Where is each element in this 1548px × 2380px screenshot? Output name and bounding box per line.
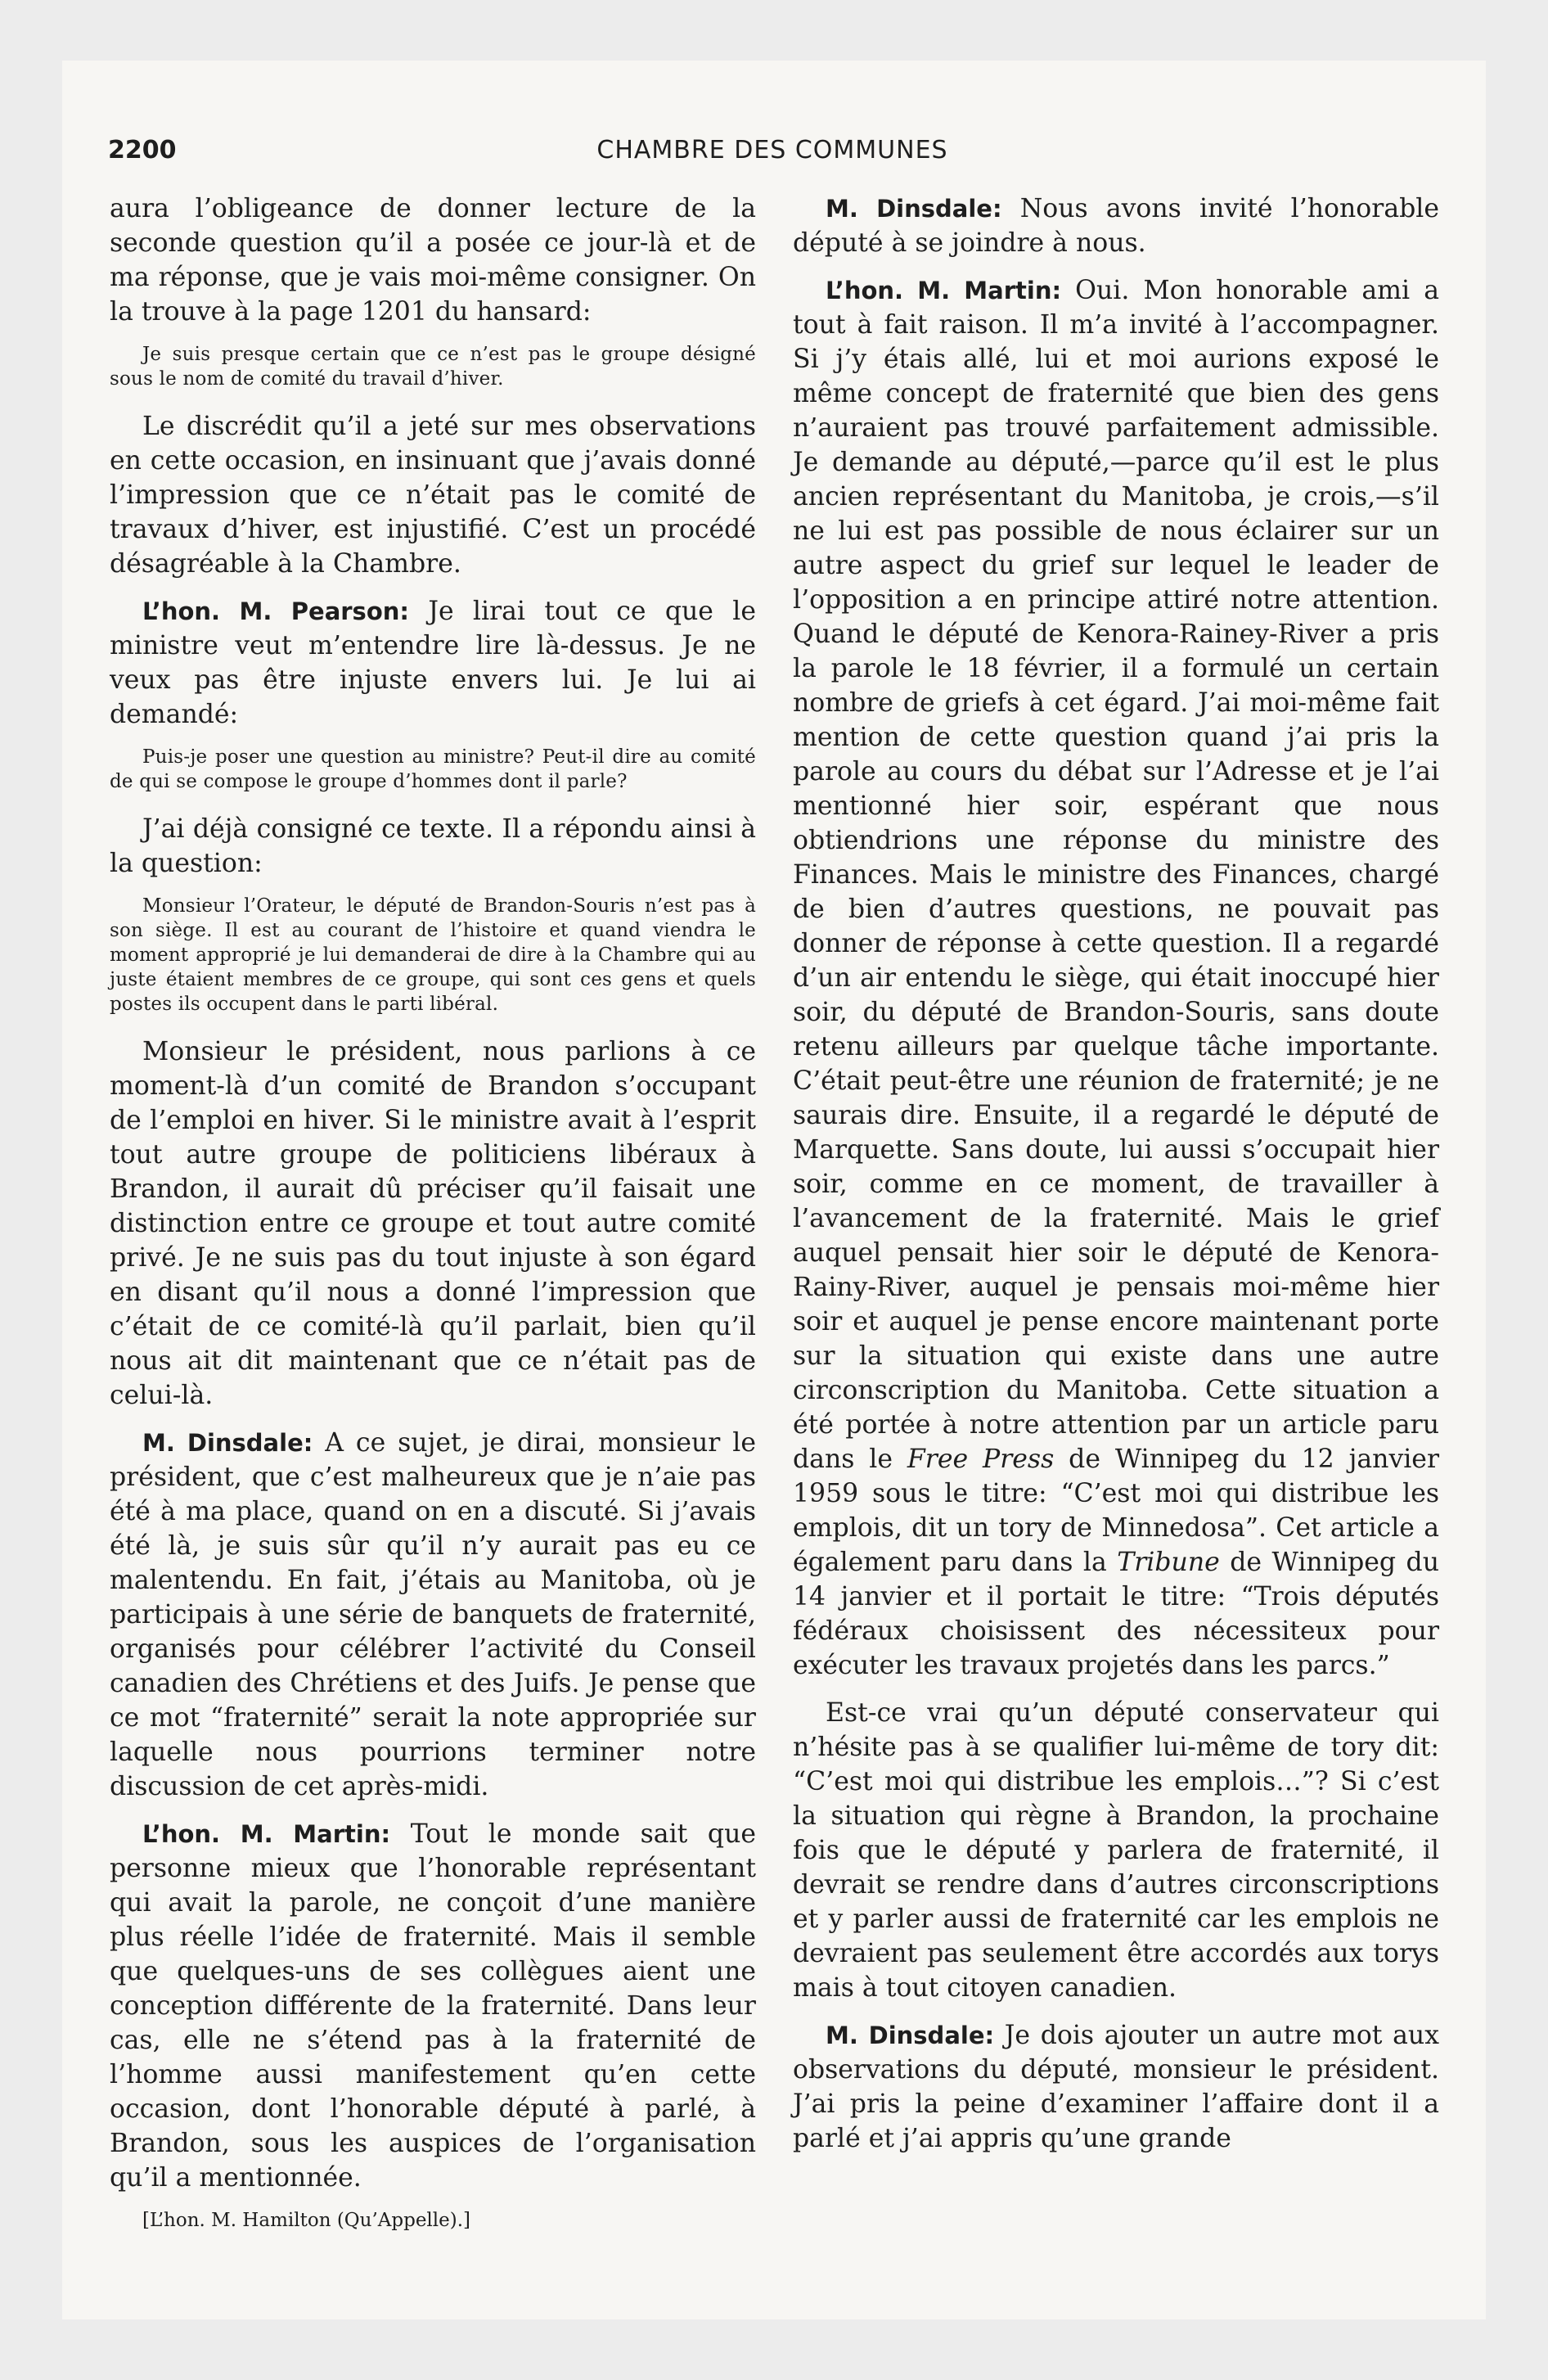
speech-text: de Winnipeg du 14 janvier et il portait le titre: “Trois députés fédéraux choisissent des nécessiteux pour exécuter les travaux projetés dans les parcs.” bbox=[793, 1548, 1439, 1680]
speech-text: Oui. Mon honorable ami a tout à fait raison. Il m’a invité à l’accompagner. Si j’y étais allé, lui et moi aurions exposé le même concept de fraternité que bien des gens n’auraient pas trouvé parfaitement admissible. Je demande au député,—parce qu’il est le plus ancien représentant du Manitoba, je crois,—s’il ne lui est pas possible de nous éclairer sur un autre aspect du grief sur lequel le leader de l’opposition a en principe attiré notre attention. Quand le député de Kenora-Rainey-River a pris la parole le 18 février, il a formulé un certain nombre de griefs à cet égard. J’ai moi-même fait mention de cette question quand j’ai pris la parole au cours du débat sur l’Adresse et je l’ai mentionné hier soir, espérant que nous obtiendrions une réponse du ministre des Finances. Mais le ministre des Finances, chargé de bien d’autres questions, ne pouvait pas donner de réponse à cette question. Il a regardé d’un air entendu le siège, qui était inoccupé hier soir, du député de Brandon-Souris, sans doute retenu ailleurs par quelque tâche importante. C’était peut-être une réunion de fraternité; je ne saurais dire. Ensuite, il a regardé le député de Marquette. Sans doute, lui aussi s’occupait hier soir, comme en ce moment, de travailler à l’avancement de la fraternité. Mais le grief auquel pensait hier soir le député de Kenora-Rainy-River, auquel je pensais moi-même hier soir et auquel je pense encore maintenant porte sur la situation qui existe dans une autre circonscription du Manitoba. Cette situation a été portée à notre attention par un article paru dans le bbox=[793, 276, 1439, 1474]
speaker-attribution: [L’hon. M. Hamilton (Qu’Appelle).] bbox=[142, 2210, 471, 2231]
newspaper-title: Tribune bbox=[1117, 1548, 1220, 1577]
speech-text: A ce sujet, je dirai, monsieur le président, que c’est malheureux que je n’aie pas été à ma place, quand on en a discuté. Si j’avais été là, je suis sûr qu’il n’y aurait pas eu ce malentendu. En fait, j’étais au Manitoba, où je participais à une série de banquets de fraternité, organisés pour célébrer l’activité du Conseil canadien des Chrétiens et des Juifs. Je pense que ce mot “fraternité” serait la note appropriée sur laquelle nous pourrions terminer notre discussion de cet après-midi. bbox=[110, 1428, 756, 1801]
paragraph: Le discrédit qu’il a jeté sur mes observations en cette occasion, en insinuant que j’avais donné l’impression que ce n’était pas le comité de travaux d’hiver, est injustifié. C’est un procédé désagréable à la Chambre. bbox=[110, 412, 756, 579]
page-header bbox=[108, 136, 1437, 169]
speaker-name: M. Dinsdale: bbox=[142, 1429, 313, 1457]
speech-text: de Winnipeg du 12 janvier 1959 sous le titre: “C’est moi qui distribue les emplois, dit un tory de Minnedosa”. Cet article a également paru dans la bbox=[793, 1445, 1440, 1577]
paragraph: Est-ce vrai qu’un député conservateur qui n’hésite pas à se qualifier lui-même de tory dit: “C’est moi qui distribue les emplois…”? Si c’est la situation qui règne à Brandon, la prochaine fois que le député y parlera de fraternité, il devrait se rendre dans d’autres circonscriptions et y parler aussi de fraternité car les emplois ne devraient pas seulement être accordés aux torys mais à tout citoyen canadien. bbox=[793, 1698, 1439, 2003]
paragraph: aura l’obligeance de donner lecture de la seconde question qu’il a posée ce jour-là et de ma réponse, que je vais moi-même consigner. On la trouve à la page 1201 du hansard: bbox=[110, 194, 756, 327]
hansard-quote: Puis-je poser une question au ministre? Peut-il dire au comité de qui se compose le groupe d’hommes dont il parle? bbox=[110, 746, 756, 792]
speaker-name: M. Dinsdale: bbox=[826, 195, 1002, 223]
speech-paragraph bbox=[110, 1817, 756, 2195]
newspaper-title: Free Press bbox=[907, 1445, 1055, 1474]
speech-paragraph bbox=[793, 273, 1439, 1683]
speech-text: Tout le monde sait que personne mieux que l’honorable représentant qui avait la parole, ne conçoit d’une manière plus réelle l’idée de fraternité. Mais il semble que quelques-uns de ses collègues aient une conception différente de la fraternité. Dans leur cas, elle ne s’étend pas à la fraternité de l’homme aussi manifestement qu’en cette occasion, dont l’honorable député à parlé, à Brandon, sous les auspices de l’organisation qu’il a mentionnée. bbox=[110, 1819, 756, 2193]
left-column bbox=[110, 192, 756, 2246]
speech-paragraph bbox=[793, 2018, 1439, 2156]
hansard-quote: Monsieur l’Orateur, le député de Brandon-Souris n’est pas à son siège. Il est au courant de l’histoire et quand viendra le moment approprié je lui demanderai de dire à la Chambre qui au juste étaient membres de ce groupe, qui sont ces gens et quels postes ils occupent dans le parti libéral. bbox=[110, 895, 756, 1015]
paragraph: J’ai déjà consigné ce texte. Il a répondu ainsi à la question: bbox=[110, 814, 756, 878]
paragraph: Monsieur le président, nous parlions à ce moment-là d’un comité de Brandon s’occupant de l’emploi en hiver. Si le ministre avait à l’esprit tout autre groupe de politiciens libéraux à Brandon, il aurait dû préciser qu’il faisait une distinction entre ce groupe et tout autre comité privé. Je ne suis pas du tout injuste à son égard en disant qu’il nous a donné l’impression que c’était de ce comité-là qu’il parlait, bien qu’il nous ait dit maintenant que ce n’était pas de celui-là. bbox=[110, 1037, 756, 1410]
speaker-name: M. Dinsdale: bbox=[826, 2022, 995, 2049]
speech-text: Je dois ajouter un autre mot aux observations du député, monsieur le président. J’ai pris la peine d’examiner l’affaire dont il a parlé et j’ai appris qu’une grande bbox=[793, 2021, 1439, 2153]
page-sheet bbox=[62, 61, 1486, 2319]
speech-paragraph bbox=[110, 1426, 756, 1804]
speech-text: Nous avons invité l’honorable député à se joindre à nous. bbox=[793, 194, 1439, 258]
page-number: 2200 bbox=[108, 136, 177, 165]
running-head: CHAMBRE DES COMMUNES bbox=[596, 136, 948, 165]
hansard-quote: Je suis presque certain que ce n’est pas le groupe désigné sous le nom de comité du travail d’hiver. bbox=[110, 344, 756, 390]
right-column bbox=[793, 192, 1439, 2169]
speech-text: Je lirai tout ce que le ministre veut m’entendre lire là-dessus. Je ne veux pas être injuste envers lui. Je lui ai demandé: bbox=[110, 597, 756, 729]
speech-paragraph bbox=[793, 192, 1439, 260]
speaker-name: L’hon. M. Martin: bbox=[142, 1820, 391, 1848]
speaker-name: L’hon. M. Pearson: bbox=[142, 597, 409, 625]
speaker-name: L’hon. M. Martin: bbox=[826, 277, 1062, 304]
speech-paragraph bbox=[110, 594, 756, 732]
